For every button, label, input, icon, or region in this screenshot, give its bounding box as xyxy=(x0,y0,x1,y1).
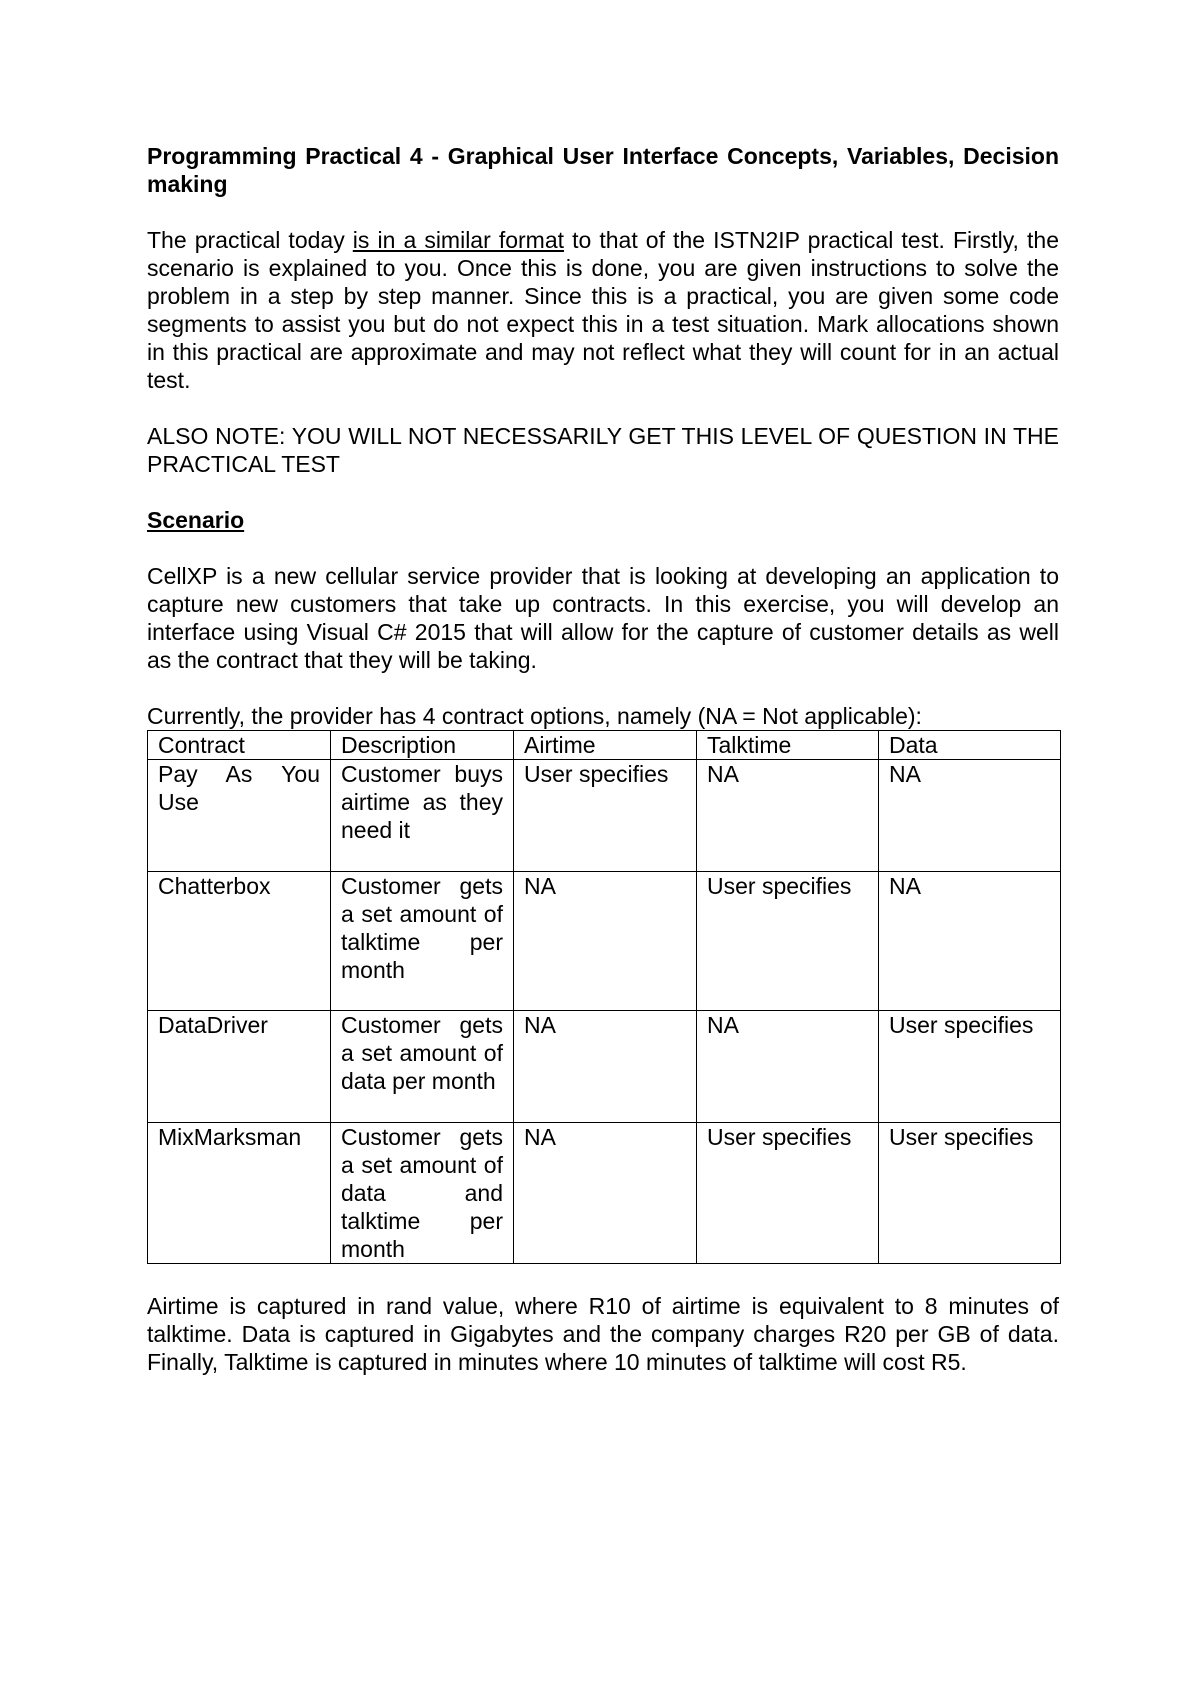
table-cell: User specifies xyxy=(697,1123,879,1264)
table-cell: NA xyxy=(697,1011,879,1123)
table-cell: NA xyxy=(514,1123,697,1264)
table-cell: Customer gets a set amount of talktime per month xyxy=(331,872,514,1011)
contracts-table xyxy=(147,730,1061,1264)
scenario-heading: Scenario xyxy=(147,507,245,533)
table-cell: Chatterbox xyxy=(148,872,331,1011)
table-cell: Customer buys airtime as they need it xyxy=(331,760,514,872)
table-header-row xyxy=(148,731,1061,760)
table-intro: Currently, the provider has 4 contract options, namely (NA = Not applicable): xyxy=(147,703,922,729)
table-cell: Customer gets a set amount of data and talktime per month xyxy=(331,1123,514,1264)
table-header-cell: Airtime xyxy=(514,731,697,760)
table-row xyxy=(148,1011,1061,1123)
table-header-cell: Contract xyxy=(148,731,331,760)
note-paragraph: ALSO NOTE: YOU WILL NOT NECESSARILY GET THIS LEVEL OF QUESTION IN THE PRACTICAL TEST xyxy=(147,423,1059,477)
table-header-cell: Data xyxy=(879,731,1061,760)
document-title: Programming Practical 4 - Graphical User Interface Concepts, Variables, Decision making xyxy=(147,143,1059,197)
intro-text-end: to that of the ISTN2IP practical test. Firstly, the scenario is explained to you. Once this is done, you are given instructions to solve the problem in a step by step manner. Since this is a practical, you are given some code segments to assist you but do not expect this in a test situation. Mark allocations shown in this practical are approximate and may not reflect what they will count for in an actual test. xyxy=(147,227,1059,393)
table-header-cell: Description xyxy=(331,731,514,760)
table-header-cell: Talktime xyxy=(697,731,879,760)
table-row xyxy=(148,760,1061,872)
table-cell: User specifies xyxy=(879,1011,1061,1123)
table-cell: DataDriver xyxy=(148,1011,331,1123)
table-cell: User specifies xyxy=(514,760,697,872)
closing-paragraph: Airtime is captured in rand value, where R10 of airtime is equivalent to 8 minutes of talktime. Data is captured in Gigabytes and the company charges R20 per GB of data. Finally, Talktime is captured in minutes where 10 minutes of talktime will cost R5. xyxy=(147,1293,1059,1375)
table-cell: NA xyxy=(514,872,697,1011)
table-cell: Pay As You Use xyxy=(148,760,331,872)
table-cell: NA xyxy=(879,872,1061,1011)
table-row xyxy=(148,872,1061,1011)
table-cell: Customer gets a set amount of data per month xyxy=(331,1011,514,1123)
table-cell: MixMarksman xyxy=(148,1123,331,1264)
scenario-paragraph: CellXP is a new cellular service provider that is looking at developing an application to capture new customers that take up contracts. In this exercise, you will develop an interface using Visual C# 2015 that will allow for the capture of customer details as well as the contract that they will be taking. xyxy=(147,563,1059,673)
intro-underlined-text: is in a similar format xyxy=(352,227,565,253)
document-page xyxy=(147,142,1059,1376)
intro-paragraph xyxy=(147,226,1059,394)
intro-text-start: The practical today xyxy=(147,227,353,253)
table-cell: NA xyxy=(879,760,1061,872)
table-cell: User specifies xyxy=(697,872,879,1011)
table-cell: NA xyxy=(697,760,879,872)
table-row xyxy=(148,1123,1061,1264)
table-cell: NA xyxy=(514,1011,697,1123)
table-cell: User specifies xyxy=(879,1123,1061,1264)
